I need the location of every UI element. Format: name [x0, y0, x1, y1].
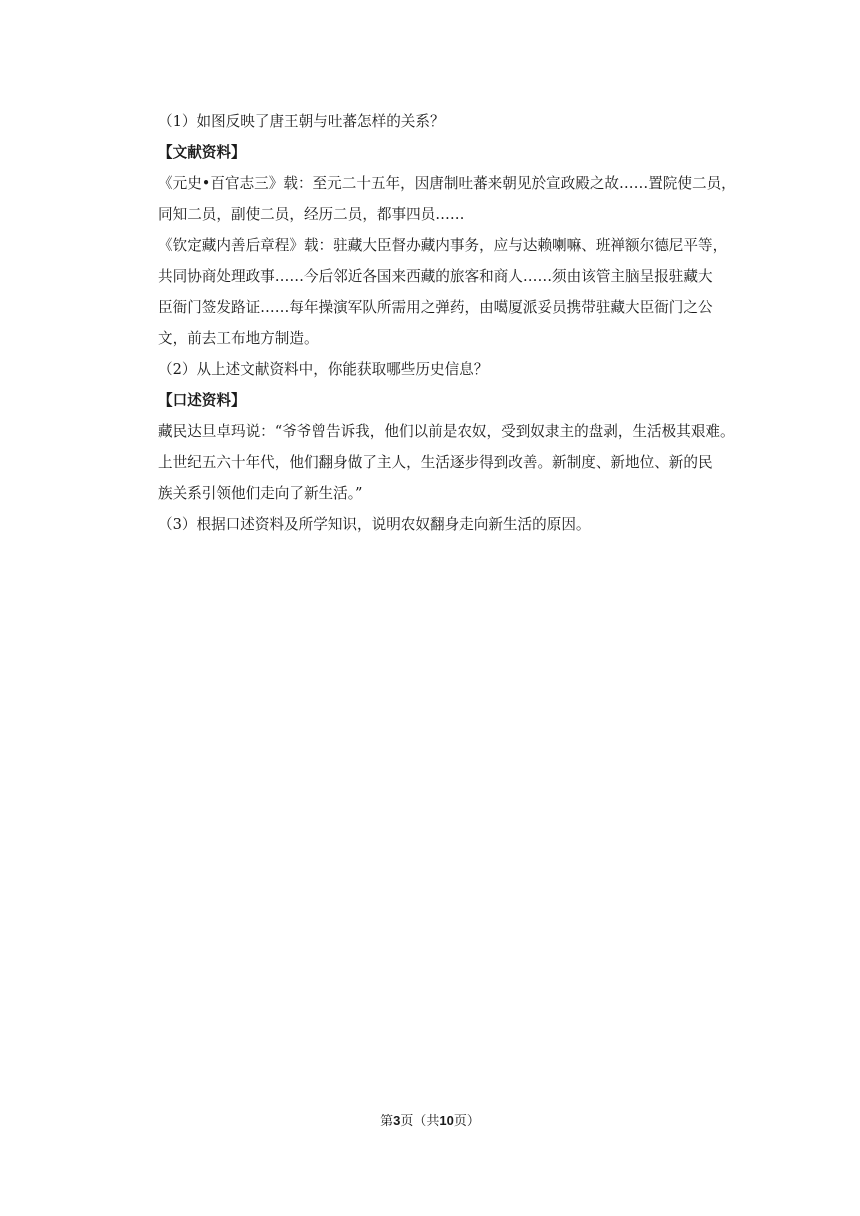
footer-suffix: 页）: [453, 1114, 480, 1129]
footer-page-number: 3: [393, 1113, 401, 1128]
oral-line-1: 藏民达旦卓玛说：“爷爷曾告诉我，他们以前是农奴，受到奴隶主的盘剥，生活极其艰难。: [158, 423, 735, 440]
footer-total-pages: 10: [439, 1113, 454, 1128]
footer-middle: 页（共: [400, 1114, 440, 1129]
qinding-line-1: 《钦定藏内善后章程》载：驻藏大臣督办藏内事务，应与达赖喇嘛、班禅额尔德尼平等，: [158, 237, 728, 254]
qinding-line-4: 文，前去工布地方制造。: [158, 330, 319, 347]
footer-prefix: 第: [380, 1114, 394, 1129]
qinding-line-3: 臣衙门签发路证……每年操演军队所需用之弹药，由噶厦派妥员携带驻藏大臣衙门之公: [158, 299, 713, 316]
oral-heading: 【口述资料】: [158, 392, 246, 409]
oral-line-3: 族关系引领他们走向了新生活。”: [158, 485, 363, 502]
question-1: （1）如图反映了唐王朝与吐蕃怎样的关系？: [158, 113, 445, 130]
page-content: [158, 106, 736, 540]
question-3: （3）根据口述资料及所学知识，说明农奴翻身走向新生活的原因。: [158, 516, 591, 533]
oral-line-2: 上世纪五六十年代，他们翻身做了主人，生活逐步得到改善。新制度、新地位、新的民: [158, 454, 713, 471]
page-footer: [0, 1112, 860, 1131]
literature-heading: 【文献资料】: [158, 144, 246, 161]
qinding-line-2: 共同协商处理政事……今后邻近各国来西藏的旅客和商人……须由该管主脑呈报驻藏大: [158, 268, 713, 285]
yuanshi-line-1: 《元史•百官志三》载：至元二十五年，因唐制吐蕃来朝见於宣政殿之故……置院使二员，: [158, 175, 736, 192]
yuanshi-line-2: 同知二员，副使二员，经历二员，都事四员……: [158, 206, 465, 223]
question-2: （2）从上述文献资料中，你能获取哪些历史信息？: [158, 361, 489, 378]
